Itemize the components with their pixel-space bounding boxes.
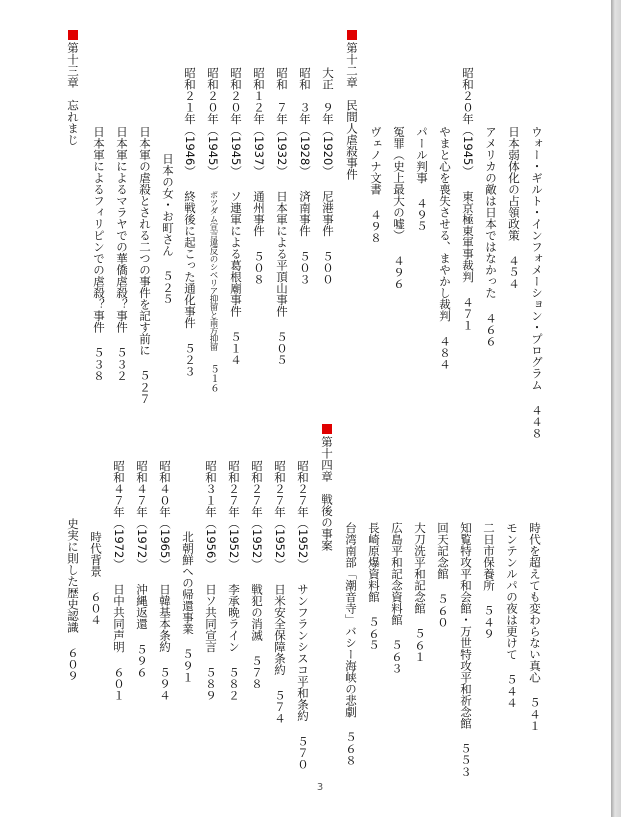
toc-entry[interactable]: 昭和４７年（1972）沖縄返還５９６ bbox=[135, 460, 149, 678]
toc-entry[interactable]: 長崎原爆資料館５６５ bbox=[367, 522, 381, 651]
red-square-icon bbox=[68, 30, 78, 40]
red-square-icon bbox=[322, 424, 332, 434]
toc-entry[interactable]: 昭和 ７年（1932）日本軍による平頂山事件５０５ bbox=[275, 67, 289, 366]
toc-entry[interactable]: モンテンルパの夜は更けて５４４ bbox=[505, 522, 519, 709]
toc-entry[interactable]: 昭和２０年（1945）東京極東軍事裁判４７１ bbox=[461, 67, 475, 331]
toc-entry[interactable]: 昭和４７年（1972）日中共同声明６０１ bbox=[112, 460, 126, 701]
toc-entry[interactable]: 二日市保養所５４９ bbox=[482, 522, 496, 640]
toc-entry[interactable]: 日本の女・お町さん５２５ bbox=[161, 153, 175, 305]
chapter-13-heading: 第十三章 忘れまじ bbox=[66, 30, 80, 146]
toc-entry[interactable]: 昭和２７年（1952）李承晩ライン５８２ bbox=[227, 460, 241, 701]
page-number: 3 bbox=[316, 782, 324, 793]
toc-entry[interactable]: ウォー・ギルト・インフォメーション・プログラム４４８ bbox=[530, 126, 544, 439]
toc-entry[interactable]: 日本弱体化の占領政策４５４ bbox=[507, 126, 521, 290]
toc-entry[interactable]: 日本軍の虐殺とされる二つの事件を記す前に５２７ bbox=[138, 126, 152, 405]
toc-entry[interactable]: 大刀洗平和記念館５６１ bbox=[413, 522, 427, 663]
toc-entry[interactable]: 冤罪（史上最大の嘘）４９６ bbox=[392, 126, 406, 290]
chapter-12-heading: 第十二章 民間人虐殺事件 bbox=[345, 30, 359, 180]
toc-entry[interactable]: 昭和２７年（1952）サンフランシスコ平和条約５７０ bbox=[296, 460, 310, 770]
toc-entry[interactable]: 知覧特攻平和会館・万世特攻平和祈念館５５３ bbox=[459, 522, 473, 778]
toc-entry[interactable]: 史実に則した歴史認識６０９ bbox=[66, 518, 80, 682]
toc-entry[interactable]: アメリカの敵は日本ではなかった４６６ bbox=[484, 126, 498, 347]
toc-entry[interactable]: 昭和３１年（1956）日ソ共同宣言５８９ bbox=[204, 460, 218, 701]
toc-entry[interactable]: パール判事４９５ bbox=[415, 126, 429, 232]
page-edge bbox=[611, 0, 621, 817]
toc-entry[interactable]: 北朝鮮への帰還事業５９１ bbox=[181, 531, 195, 683]
toc-entry[interactable]: 時代背景６０４ bbox=[89, 531, 103, 626]
toc-entry[interactable]: 昭和２７年（1952）日米安全保障条約５７４ bbox=[273, 460, 287, 724]
toc-entry[interactable]: 昭和１２年（1937）通州事件５０８ bbox=[252, 67, 266, 285]
toc-entry[interactable]: 広島平和記念資料館５６３ bbox=[390, 522, 404, 674]
toc-entry[interactable]: 日本軍によるマラヤでの華僑虐殺？事件５３２ bbox=[115, 126, 129, 382]
toc-entry[interactable]: やまと心を喪失させる、まやかし裁判４８４ bbox=[438, 126, 452, 370]
toc-entry[interactable]: 昭和 ３年（1928）済南事件５０３ bbox=[298, 67, 312, 285]
chapter-14-heading: 第十四章 戦後の事案 bbox=[320, 424, 334, 551]
toc-entry[interactable]: 昭和２７年（1952）戦犯の消滅５７８ bbox=[250, 460, 264, 690]
toc-entry[interactable]: 台湾南部「潮音寺」バシー海峡の悲劇５６８ bbox=[344, 522, 358, 766]
toc-entry[interactable]: 昭和２０年（1945）ポツダム宣言違反のシベリア抑留と南方抑留５１６ bbox=[206, 67, 220, 393]
red-square-icon bbox=[347, 30, 357, 40]
toc-entry[interactable]: 回天記念館５６０ bbox=[436, 522, 450, 628]
toc-entry[interactable]: 時代を超えても変わらない真心５４１ bbox=[528, 522, 542, 732]
toc-entry[interactable]: 昭和２０年（1945）ソ連軍による葛根廟事件５１４ bbox=[229, 67, 243, 366]
toc-entry[interactable]: 日本軍によるフィリピンでの虐殺？事件５３８ bbox=[92, 126, 106, 382]
toc-entry[interactable]: 昭和２１年（1946）終戦後に起こった通化事件５２３ bbox=[183, 67, 197, 377]
toc-entry[interactable]: 昭和４０年（1965）日韓基本条約５９４ bbox=[158, 460, 172, 701]
toc-entry[interactable]: 大正 ９年（1920）尼港事件５００ bbox=[321, 67, 335, 285]
toc-entry[interactable]: ヴェノナ文書４９８ bbox=[369, 126, 383, 244]
